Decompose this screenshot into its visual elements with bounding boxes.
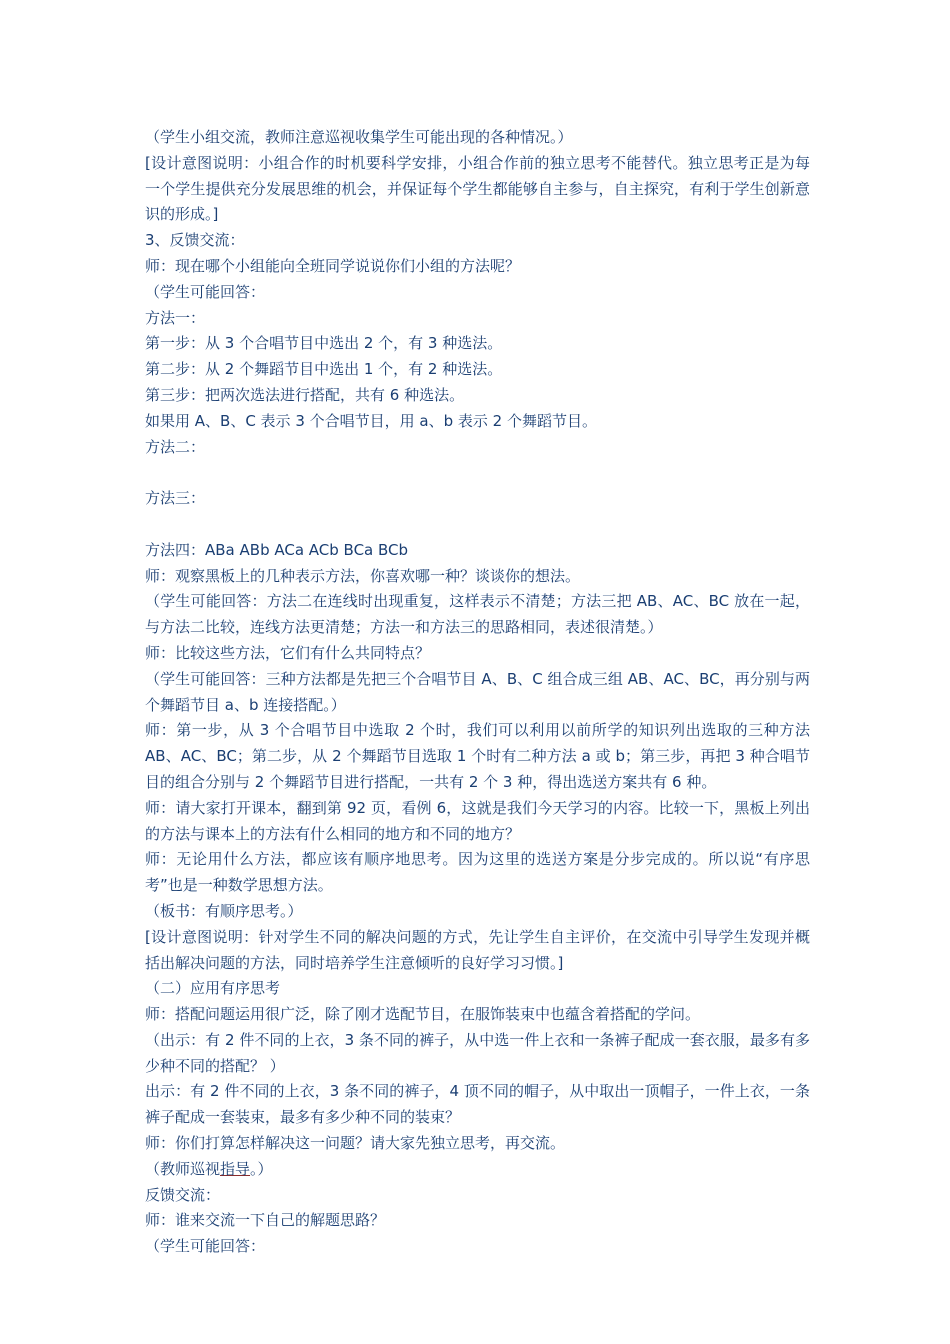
feedback-heading-2: 反馈交流： — [145, 1185, 221, 1204]
guidance-link[interactable]: 指导 — [220, 1159, 251, 1178]
teacher-explanation-1: 师：第一步，从 3 个合唱节目中选取 2 个时，我们可以利用以前所学的知识列出选取的三种方法 AB、AC、BC；第二步，从 2 个舞蹈节目选取 1 个时有二种方法 a 或 b；第三步，再把 3 种合唱节目的组合分别与 2 个舞蹈节目进行搭配，一共有 2 个 3 种，得出选送方案共有 6 种。 — [145, 721, 810, 791]
problem-clothing-1: （出示：有 2 件不同的上衣，3 条不同的裤子，从中选一件上衣和一条裤子配成一套衣服，最多有多少种不同的搭配？ ） — [145, 1030, 810, 1075]
blackboard-note: （板书：有顺序思考。） — [145, 901, 303, 920]
teacher-instruction-think: 师：你们打算怎样解决这一问题？请大家先独立思考，再交流。 — [145, 1134, 566, 1153]
blank-space — [145, 512, 810, 538]
teacher-instruction-textbook: 师：请大家打开课本，翻到第 92 页，看例 6，这就是我们今天学习的内容。比较一下，黑板上列出的方法与课本上的方法有什么相同的地方和不同的地方？ — [145, 798, 810, 843]
teacher-question-2: 师：观察黑板上的几种表示方法，你喜欢哪一种？谈谈你的想法。 — [145, 566, 581, 585]
method-one-label: 方法一： — [145, 308, 206, 327]
patrol-text-start: （教师巡视 — [145, 1159, 221, 1178]
notation-explanation: 如果用 A、B、C 表示 3 个合唱节目，用 a、b 表示 2 个舞蹈节目。 — [145, 411, 597, 430]
teacher-summary: 师：无论用什么方法，都应该有顺序地思考。因为这里的选送方案是分步完成的。所以说“有序思考”也是一种数学思想方法。 — [145, 850, 810, 895]
student-answer-intro-4: （学生可能回答： — [145, 1237, 266, 1256]
blank-space — [145, 460, 810, 486]
patrol-text-end: 。） — [250, 1159, 273, 1178]
teacher-question-3: 师：比较这些方法，它们有什么共同特点？ — [145, 643, 431, 662]
paragraph-group-exchange: （学生小组交流，教师注意巡视收集学生可能出现的各种情况。） — [145, 128, 573, 146]
student-answer-3: （学生可能回答：三种方法都是先把三个合唱节目 A、B、C 组合成三组 AB、AC、BC，再分别与两个舞蹈节目 a、b 连接搭配。） — [145, 669, 810, 714]
teacher-intro-clothing: 师：搭配问题运用很广泛，除了刚才选配节目，在服饰装束中也蕴含着搭配的学问。 — [145, 1005, 701, 1024]
method-one-step-2: 第二步：从 2 个舞蹈节目中选出 1 个，有 2 种选法。 — [145, 360, 503, 379]
teacher-question-1: 师：现在哪个小组能向全班同学说说你们小组的方法呢？ — [145, 256, 521, 275]
student-answer-intro-1: （学生可能回答： — [145, 282, 266, 301]
method-three-label: 方法三： — [145, 489, 206, 508]
design-intent-note-1: [设计意图说明：小组合作的时机要科学安排，小组合作前的独立思考不能替代。独立思考正是为每一个学生提供充分发展思维的机会，并保证每个学生都能够自主参与，自主探究，有利于学生创新意识的形成。] — [145, 153, 810, 224]
student-answer-2: （学生可能回答：方法二在连线时出现重复，这样表示不清楚；方法三把 AB、AC、BC 放在一起，与方法二比较，连线方法更清楚；方法一和方法三的思路相同，表述很清楚。） — [145, 592, 810, 637]
method-four-list: 方法四：ABa ABb ACa ACb BCa BCb — [145, 540, 409, 559]
method-one-step-3: 第三步：把两次选法进行搭配，共有 6 种选法。 — [145, 385, 465, 404]
document-body — [145, 125, 810, 1260]
design-intent-note-2: [设计意图说明：针对学生不同的解决问题的方式，先让学生自主评价，在交流中引导学生发现并概括出解决问题的方法，同时培养学生注意倾听的良好学习习惯。] — [145, 927, 810, 972]
teacher-patrol-note — [145, 1157, 810, 1183]
method-one-step-1: 第一步：从 3 个合唱节目中选出 2 个，有 3 种选法。 — [145, 334, 503, 353]
method-two-label: 方法二： — [145, 437, 206, 456]
section-feedback-heading: 3、反馈交流： — [145, 231, 245, 250]
teacher-question-4: 师：谁来交流一下自己的解题思路？ — [145, 1211, 386, 1230]
section-apply-heading: （二）应用有序思考 — [145, 979, 281, 998]
problem-clothing-2: 出示：有 2 件不同的上衣，3 条不同的裤子，4 顶不同的帽子，从中取出一顶帽子，一件上衣，一条裤子配成一套装束，最多有多少种不同的装束？ — [145, 1082, 810, 1127]
